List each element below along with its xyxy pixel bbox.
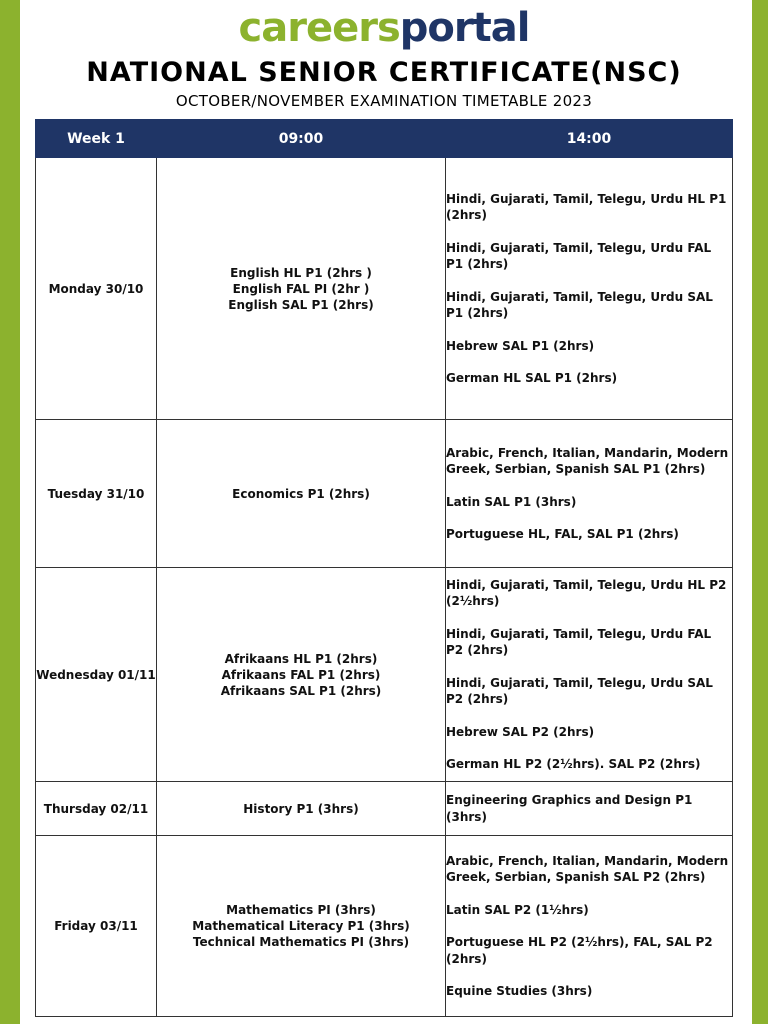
logo-text-portal: portal xyxy=(399,5,530,51)
morning-session-cell xyxy=(157,782,446,836)
morning-exam: Economics P1 (2hrs) xyxy=(232,486,370,501)
right-green-border xyxy=(752,0,768,1024)
morning-exam: Technical Mathematics PI (3hrs) xyxy=(192,935,410,949)
morning-session-cell xyxy=(157,420,446,568)
morning-exam: Afrikaans HL P1 (2hrs) xyxy=(224,651,378,666)
afternoon-exam: Hindi, Gujarati, Tamil, Telegu, Urdu SAL P2 (2hrs) xyxy=(446,675,713,706)
page-title: NATIONAL SENIOR CERTIFICATE(NSC) xyxy=(86,57,682,88)
afternoon-exam: Hindi, Gujarati, Tamil, Telegu, Urdu FAL P2 (2hrs) xyxy=(446,626,712,657)
afternoon-exam: Hindi, Gujarati, Tamil, Telegu, Urdu HL P2 (2½hrs) xyxy=(446,577,727,608)
timetable-body xyxy=(36,158,733,1017)
afternoon-exam: Latin SAL P1 (3hrs) xyxy=(446,494,577,509)
page-subtitle: OCTOBER/NOVEMBER EXAMINATION TIMETABLE 2023 xyxy=(175,92,593,110)
afternoon-exam: Arabic, French, Italian, Mandarin, Modern Greek, Serbian, Spanish SAL P1 (2hrs) xyxy=(446,445,729,476)
morning-exam: Afrikaans SAL P1 (2hrs) xyxy=(220,683,382,698)
morning-exam: Mathematics PI (3hrs) xyxy=(226,903,376,917)
morning-exam: English SAL P1 (2hrs) xyxy=(228,297,374,312)
afternoon-session-cell xyxy=(446,836,733,1017)
timetable-header-row xyxy=(36,120,733,158)
afternoon-exam: Hebrew SAL P2 (2hrs) xyxy=(446,724,595,739)
afternoon-exam: Hindi, Gujarati, Tamil, Telegu, Urdu FAL P1 (2hrs) xyxy=(446,240,712,271)
day-cell: Tuesday 31/10 xyxy=(36,420,157,568)
logo-text-careers: careers xyxy=(238,5,400,51)
afternoon-session-cell xyxy=(446,568,733,782)
table-row xyxy=(36,836,733,1017)
afternoon-session-cell xyxy=(446,782,733,836)
afternoon-exam: Engineering Graphics and Design P1 (3hrs) xyxy=(446,793,693,824)
day-cell: Wednesday 01/11 xyxy=(36,568,157,782)
afternoon-exam: German HL P2 (2½hrs). SAL P2 (2hrs) xyxy=(446,757,701,771)
morning-exam: History P1 (3hrs) xyxy=(243,801,359,816)
afternoon-exam: Latin SAL P2 (1½hrs) xyxy=(446,902,589,917)
day-cell: Friday 03/11 xyxy=(36,836,157,1017)
header-afternoon-session: 14:00 xyxy=(446,120,733,158)
afternoon-session-cell xyxy=(446,158,733,420)
afternoon-session-cell xyxy=(446,420,733,568)
table-row xyxy=(36,568,733,782)
table-row xyxy=(36,158,733,420)
afternoon-exam: Portuguese HL P2 (2½hrs), FAL, SAL P2 (2hrs) xyxy=(446,935,713,966)
morning-exam: Mathematical Literacy P1 (3hrs) xyxy=(192,919,410,933)
morning-exam: Afrikaans FAL P1 (2hrs) xyxy=(221,667,381,682)
afternoon-exam: Hindi, Gujarati, Tamil, Telegu, Urdu HL P1 (2hrs) xyxy=(446,191,727,222)
table-row xyxy=(36,782,733,836)
morning-exam: English FAL PI (2hr ) xyxy=(232,281,370,296)
day-cell: Thursday 02/11 xyxy=(36,782,157,836)
afternoon-exam: Hindi, Gujarati, Tamil, Telegu, Urdu SAL P1 (2hrs) xyxy=(446,289,713,320)
afternoon-exam: Arabic, French, Italian, Mandarin, Modern Greek, Serbian, Spanish SAL P2 (2hrs) xyxy=(446,853,729,884)
timetable xyxy=(35,119,733,1017)
header-morning-session: 09:00 xyxy=(157,120,446,158)
header-week: Week 1 xyxy=(36,120,157,158)
morning-exam: English HL P1 (2hrs ) xyxy=(230,265,372,280)
table-row xyxy=(36,420,733,568)
morning-session-cell xyxy=(157,568,446,782)
morning-session-cell xyxy=(157,158,446,420)
morning-session-cell xyxy=(157,836,446,1017)
left-green-border xyxy=(0,0,20,1024)
afternoon-exam: Equine Studies (3hrs) xyxy=(446,984,593,998)
afternoon-exam: German HL SAL P1 (2hrs) xyxy=(446,371,618,385)
afternoon-exam: Hebrew SAL P1 (2hrs) xyxy=(446,338,595,353)
day-cell: Monday 30/10 xyxy=(36,158,157,420)
careersportal-logo xyxy=(0,4,768,52)
afternoon-exam: Portuguese HL, FAL, SAL P1 (2hrs) xyxy=(446,527,679,541)
